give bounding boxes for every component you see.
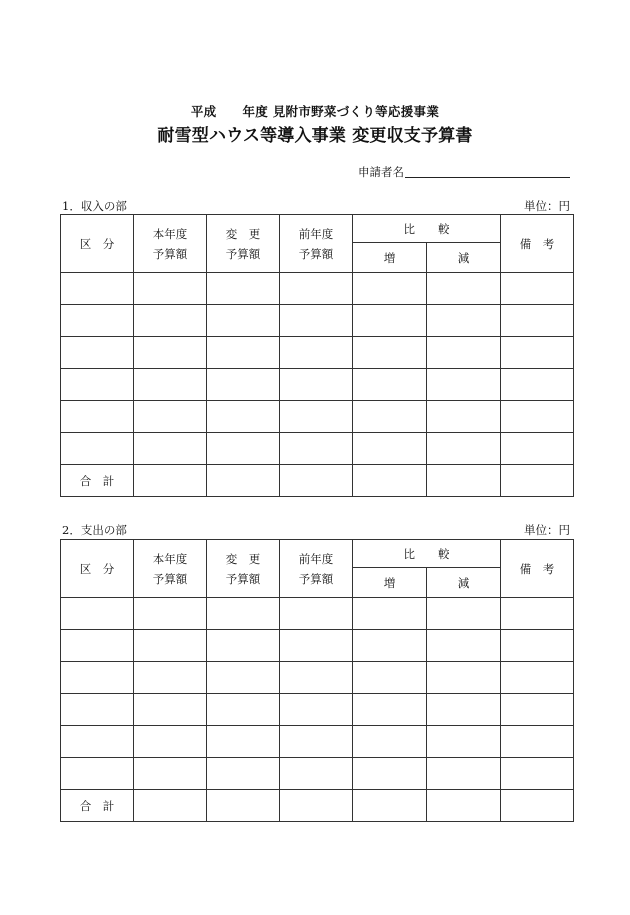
table-cell[interactable] xyxy=(501,790,574,822)
table-cell[interactable] xyxy=(353,598,427,630)
table-cell[interactable] xyxy=(427,630,501,662)
table-cell[interactable] xyxy=(134,598,207,630)
table-cell[interactable] xyxy=(207,465,280,497)
changed-budget-header: 変 更 予算額 xyxy=(207,540,280,598)
applicant-label: 申請者名 xyxy=(358,165,404,179)
applicant-name-field[interactable] xyxy=(405,177,570,178)
expense-budget-table xyxy=(60,539,574,822)
changed-budget-header: 変 更 予算額 xyxy=(207,215,280,273)
table-cell[interactable] xyxy=(280,433,353,465)
table-cell[interactable] xyxy=(134,369,207,401)
table-cell[interactable] xyxy=(353,433,427,465)
table-row xyxy=(61,305,574,337)
table-cell[interactable] xyxy=(353,726,427,758)
table-cell[interactable] xyxy=(61,401,134,433)
table-row xyxy=(61,369,574,401)
increase-header: 増 xyxy=(353,243,427,273)
table-cell[interactable] xyxy=(427,337,501,369)
income-unit-label: 単位：円 xyxy=(524,199,570,213)
increase-header: 増 xyxy=(353,568,427,598)
table-cell[interactable] xyxy=(61,662,134,694)
table-cell[interactable] xyxy=(427,790,501,822)
table-cell[interactable] xyxy=(427,758,501,790)
table-cell[interactable] xyxy=(353,369,427,401)
table-cell[interactable] xyxy=(501,726,574,758)
decrease-header: 減 xyxy=(427,568,501,598)
table-cell[interactable] xyxy=(501,305,574,337)
table-cell[interactable] xyxy=(61,726,134,758)
previous-budget-header: 前年度 予算額 xyxy=(280,540,353,598)
table-cell[interactable] xyxy=(353,305,427,337)
table-cell[interactable] xyxy=(207,337,280,369)
income-budget-table xyxy=(60,214,574,497)
table-cell[interactable] xyxy=(353,465,427,497)
table-cell[interactable] xyxy=(61,694,134,726)
table-cell[interactable] xyxy=(61,630,134,662)
table-cell[interactable] xyxy=(427,433,501,465)
table-cell[interactable] xyxy=(207,433,280,465)
table-cell[interactable] xyxy=(61,337,134,369)
table-row xyxy=(61,726,574,758)
table-cell[interactable] xyxy=(134,465,207,497)
table-cell[interactable] xyxy=(501,369,574,401)
table-cell[interactable] xyxy=(353,790,427,822)
table-cell[interactable] xyxy=(501,598,574,630)
table-row xyxy=(61,598,574,630)
table-row xyxy=(61,694,574,726)
table-row xyxy=(61,433,574,465)
table-cell[interactable] xyxy=(427,369,501,401)
era-label: 平成 xyxy=(190,104,217,119)
table-cell[interactable] xyxy=(501,401,574,433)
table-cell[interactable] xyxy=(207,726,280,758)
table-row xyxy=(61,337,574,369)
comparison-header: 比 較 xyxy=(353,540,501,568)
form-subtitle xyxy=(0,102,630,120)
table-cell[interactable] xyxy=(134,337,207,369)
table-cell[interactable] xyxy=(207,790,280,822)
table-cell[interactable] xyxy=(427,401,501,433)
category-header: 区 分 xyxy=(61,215,134,273)
table-cell[interactable] xyxy=(280,305,353,337)
table-cell[interactable] xyxy=(134,694,207,726)
table-cell[interactable] xyxy=(134,726,207,758)
remarks-header: 備 考 xyxy=(501,215,574,273)
table-cell[interactable] xyxy=(353,630,427,662)
table-cell[interactable] xyxy=(427,694,501,726)
table-cell[interactable] xyxy=(280,598,353,630)
table-cell[interactable] xyxy=(61,433,134,465)
program-name: 見附市野菜づくり等応援事業 xyxy=(272,104,440,119)
table-cell[interactable] xyxy=(207,598,280,630)
table-cell[interactable] xyxy=(427,598,501,630)
table-cell[interactable] xyxy=(61,273,134,305)
table-cell[interactable] xyxy=(207,369,280,401)
table-cell[interactable] xyxy=(134,630,207,662)
previous-budget-header: 前年度 予算額 xyxy=(280,215,353,273)
table-cell[interactable] xyxy=(134,273,207,305)
table-row xyxy=(61,273,574,305)
form-title: 耐雪型ハウス等導入事業 変更収支予算書 xyxy=(157,126,473,146)
table-cell[interactable] xyxy=(61,305,134,337)
total-label: 合 計 xyxy=(61,465,134,497)
table-cell[interactable] xyxy=(134,433,207,465)
current-budget-header: 本年度 予算額 xyxy=(134,215,207,273)
fiscal-year-label: 年度 xyxy=(242,104,269,119)
table-cell[interactable] xyxy=(280,790,353,822)
table-cell[interactable] xyxy=(280,630,353,662)
table-cell[interactable] xyxy=(501,662,574,694)
table-cell[interactable] xyxy=(61,598,134,630)
table-cell[interactable] xyxy=(280,401,353,433)
table-row xyxy=(61,662,574,694)
table-cell[interactable] xyxy=(501,694,574,726)
table-cell[interactable] xyxy=(207,305,280,337)
table-cell[interactable] xyxy=(501,337,574,369)
table-cell[interactable] xyxy=(427,305,501,337)
table-cell[interactable] xyxy=(280,465,353,497)
table-cell[interactable] xyxy=(280,337,353,369)
table-cell[interactable] xyxy=(427,273,501,305)
table-row xyxy=(61,630,574,662)
table-cell[interactable] xyxy=(207,662,280,694)
table-cell[interactable] xyxy=(134,662,207,694)
current-budget-header: 本年度 予算額 xyxy=(134,540,207,598)
table-cell[interactable] xyxy=(501,433,574,465)
remarks-header: 備 考 xyxy=(501,540,574,598)
category-header: 区 分 xyxy=(61,540,134,598)
table-cell[interactable] xyxy=(280,662,353,694)
table-row xyxy=(61,401,574,433)
table-cell[interactable] xyxy=(207,630,280,662)
total-label: 合 計 xyxy=(61,790,134,822)
total-row xyxy=(61,790,574,822)
expense-unit-label: 単位：円 xyxy=(524,523,570,537)
table-cell[interactable] xyxy=(353,694,427,726)
table-cell[interactable] xyxy=(280,369,353,401)
table-cell[interactable] xyxy=(134,790,207,822)
table-cell[interactable] xyxy=(207,758,280,790)
table-cell[interactable] xyxy=(353,273,427,305)
table-cell[interactable] xyxy=(501,273,574,305)
table-cell[interactable] xyxy=(427,726,501,758)
table-cell[interactable] xyxy=(427,465,501,497)
table-cell[interactable] xyxy=(61,369,134,401)
income-section-label: 1．収入の部 xyxy=(62,199,127,213)
table-cell[interactable] xyxy=(501,465,574,497)
table-cell[interactable] xyxy=(427,662,501,694)
table-cell[interactable] xyxy=(353,758,427,790)
table-cell[interactable] xyxy=(280,273,353,305)
table-cell[interactable] xyxy=(280,694,353,726)
table-cell[interactable] xyxy=(134,401,207,433)
expense-section-label: 2．支出の部 xyxy=(62,523,127,537)
table-row xyxy=(61,758,574,790)
table-cell[interactable] xyxy=(501,630,574,662)
table-cell[interactable] xyxy=(280,758,353,790)
decrease-header: 減 xyxy=(427,243,501,273)
table-cell[interactable] xyxy=(501,758,574,790)
table-cell[interactable] xyxy=(207,273,280,305)
table-cell[interactable] xyxy=(207,694,280,726)
comparison-header: 比 較 xyxy=(353,215,501,243)
table-cell[interactable] xyxy=(134,758,207,790)
table-cell[interactable] xyxy=(353,662,427,694)
table-cell[interactable] xyxy=(353,401,427,433)
table-cell[interactable] xyxy=(280,726,353,758)
table-cell[interactable] xyxy=(353,337,427,369)
total-row xyxy=(61,465,574,497)
table-cell[interactable] xyxy=(134,305,207,337)
table-cell[interactable] xyxy=(207,401,280,433)
table-cell[interactable] xyxy=(61,758,134,790)
